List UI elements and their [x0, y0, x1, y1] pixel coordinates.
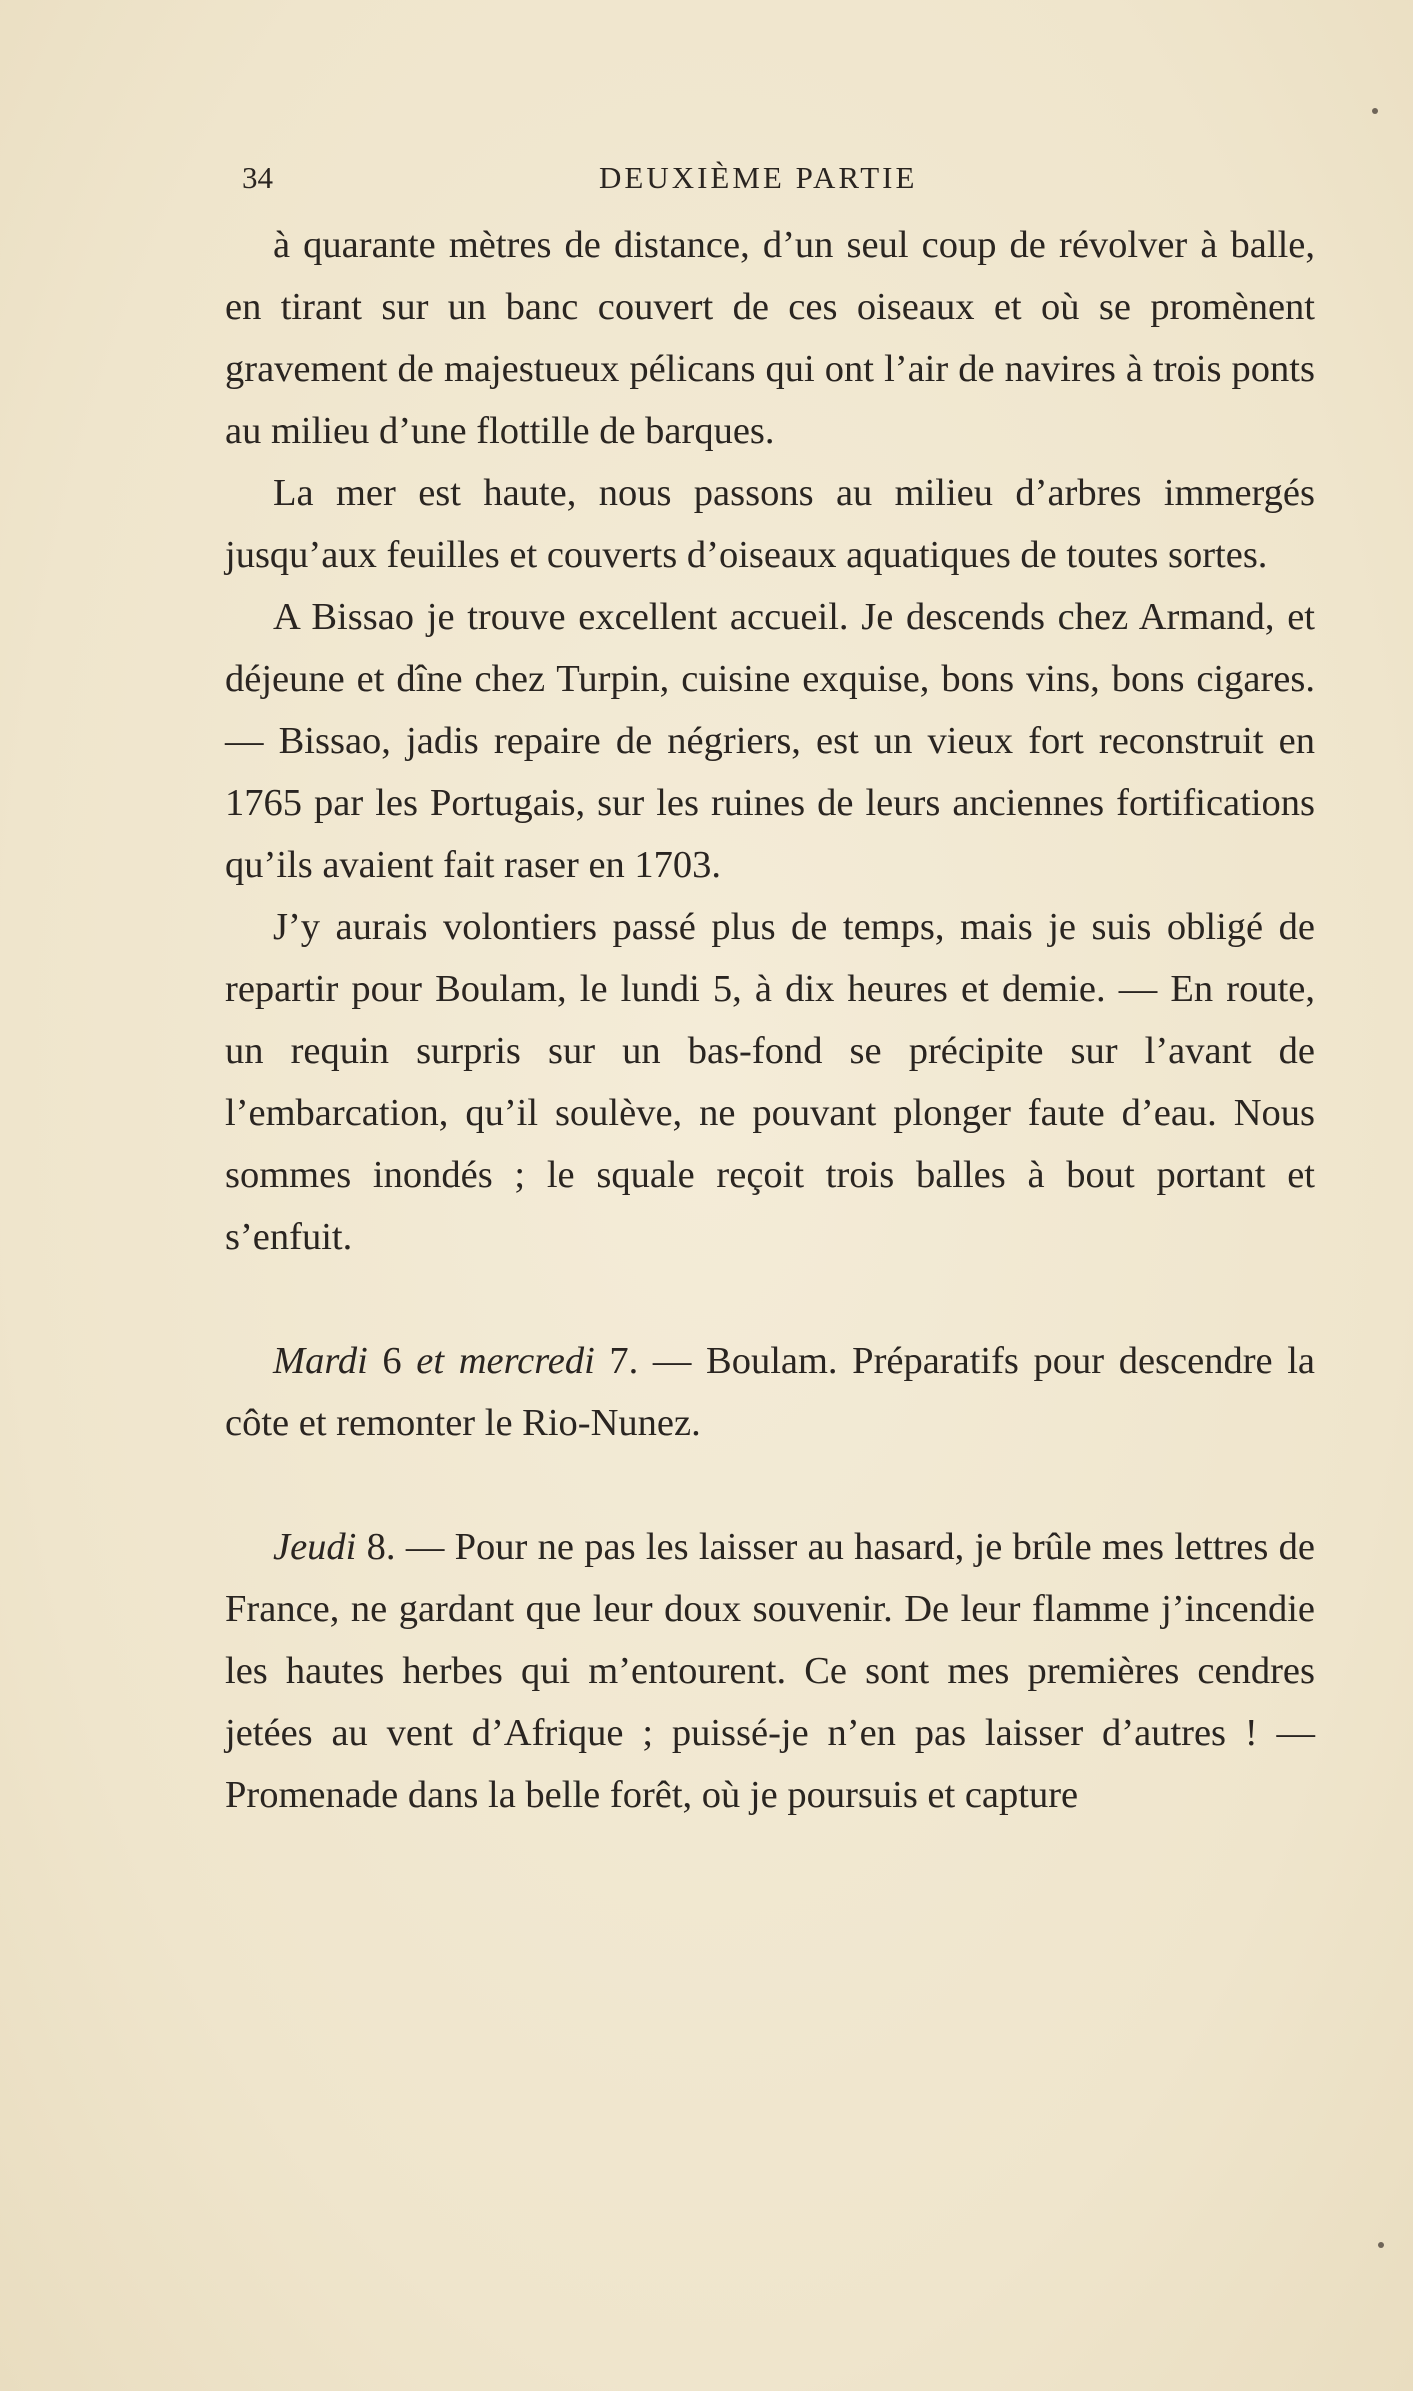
paragraph-letters — [225, 1516, 1315, 1826]
paragraph-bissao: A Bissao je trouve excellent accueil. Je descends chez Armand, et déjeune et dîne chez Turpin, cuisine exquise, bons vins, bons cigares. — Bissao, jadis repaire de négriers, est un vieux fort reconstruit en 1765 par les Portugais, sur les ruines de leurs anciennes fortifications qu’ils avaient fait raser en 1703. — [225, 596, 1315, 886]
paragraph-boulam-text: — Boulam. Préparatifs pour descendre la côte et remonter le Rio-Nunez. — [225, 1340, 1315, 1444]
date-number-8: 8. — [356, 1526, 396, 1568]
paragraph-letters-text: — Pour ne pas les laisser au hasard, je brûle mes lettres de France, ne gardant que leur doux souvenir. De leur flamme j’incendie les hautes herbes qui m’entourent. Ce sont mes premières cendres jetées au vent d’Afrique ; puissé-je n’en pas laisser d’autres ! — Promenade dans la belle forêt, où je poursuis et capture — [225, 1526, 1316, 1816]
paragraph-pelicans: à quarante mètres de distance, d’un seul coup de révolver à balle, en tirant sur un banc couvert de ces oiseaux et où se promènent gravement de majestueux pélicans qui ont l’air de navires à trois ponts au milieu d’une flottille de barques. — [225, 224, 1315, 452]
page-number: 34 — [242, 160, 273, 195]
paragraph-high-tide: La mer est haute, nous passons au milieu d’arbres immergés jusqu’aux feuilles et couverts d’oiseaux aquatiques de toutes sortes. — [225, 472, 1315, 576]
date-number-6: 6 — [367, 1340, 417, 1382]
paragraph-boulam — [225, 1330, 1315, 1454]
paragraph-shark: J’y aurais volontiers passé plus de temps, mais je suis obligé de repartir pour Boulam, le lundi 5, à dix heures et demie. — En route, un requin surpris sur un bas-fond se précipite sur l’avant de l’embarcation, qu’il soulève, ne pouvant plonger faute d’eau. Nous sommes inondés ; le squale reçoit trois balles à bout portant et s’enfuit. — [225, 906, 1315, 1258]
date-day-wednesday: et mercredi — [416, 1340, 595, 1382]
date-day-tuesday: Mardi — [273, 1340, 368, 1382]
paper-speck — [1372, 108, 1378, 114]
page-header — [242, 160, 1282, 200]
date-day-thursday: Jeudi — [273, 1526, 357, 1568]
body-text — [225, 214, 1315, 1826]
paper-speck — [1378, 2242, 1384, 2248]
date-number-7: 7. — [594, 1340, 639, 1382]
running-head: DEUXIÈME PARTIE — [599, 160, 918, 195]
